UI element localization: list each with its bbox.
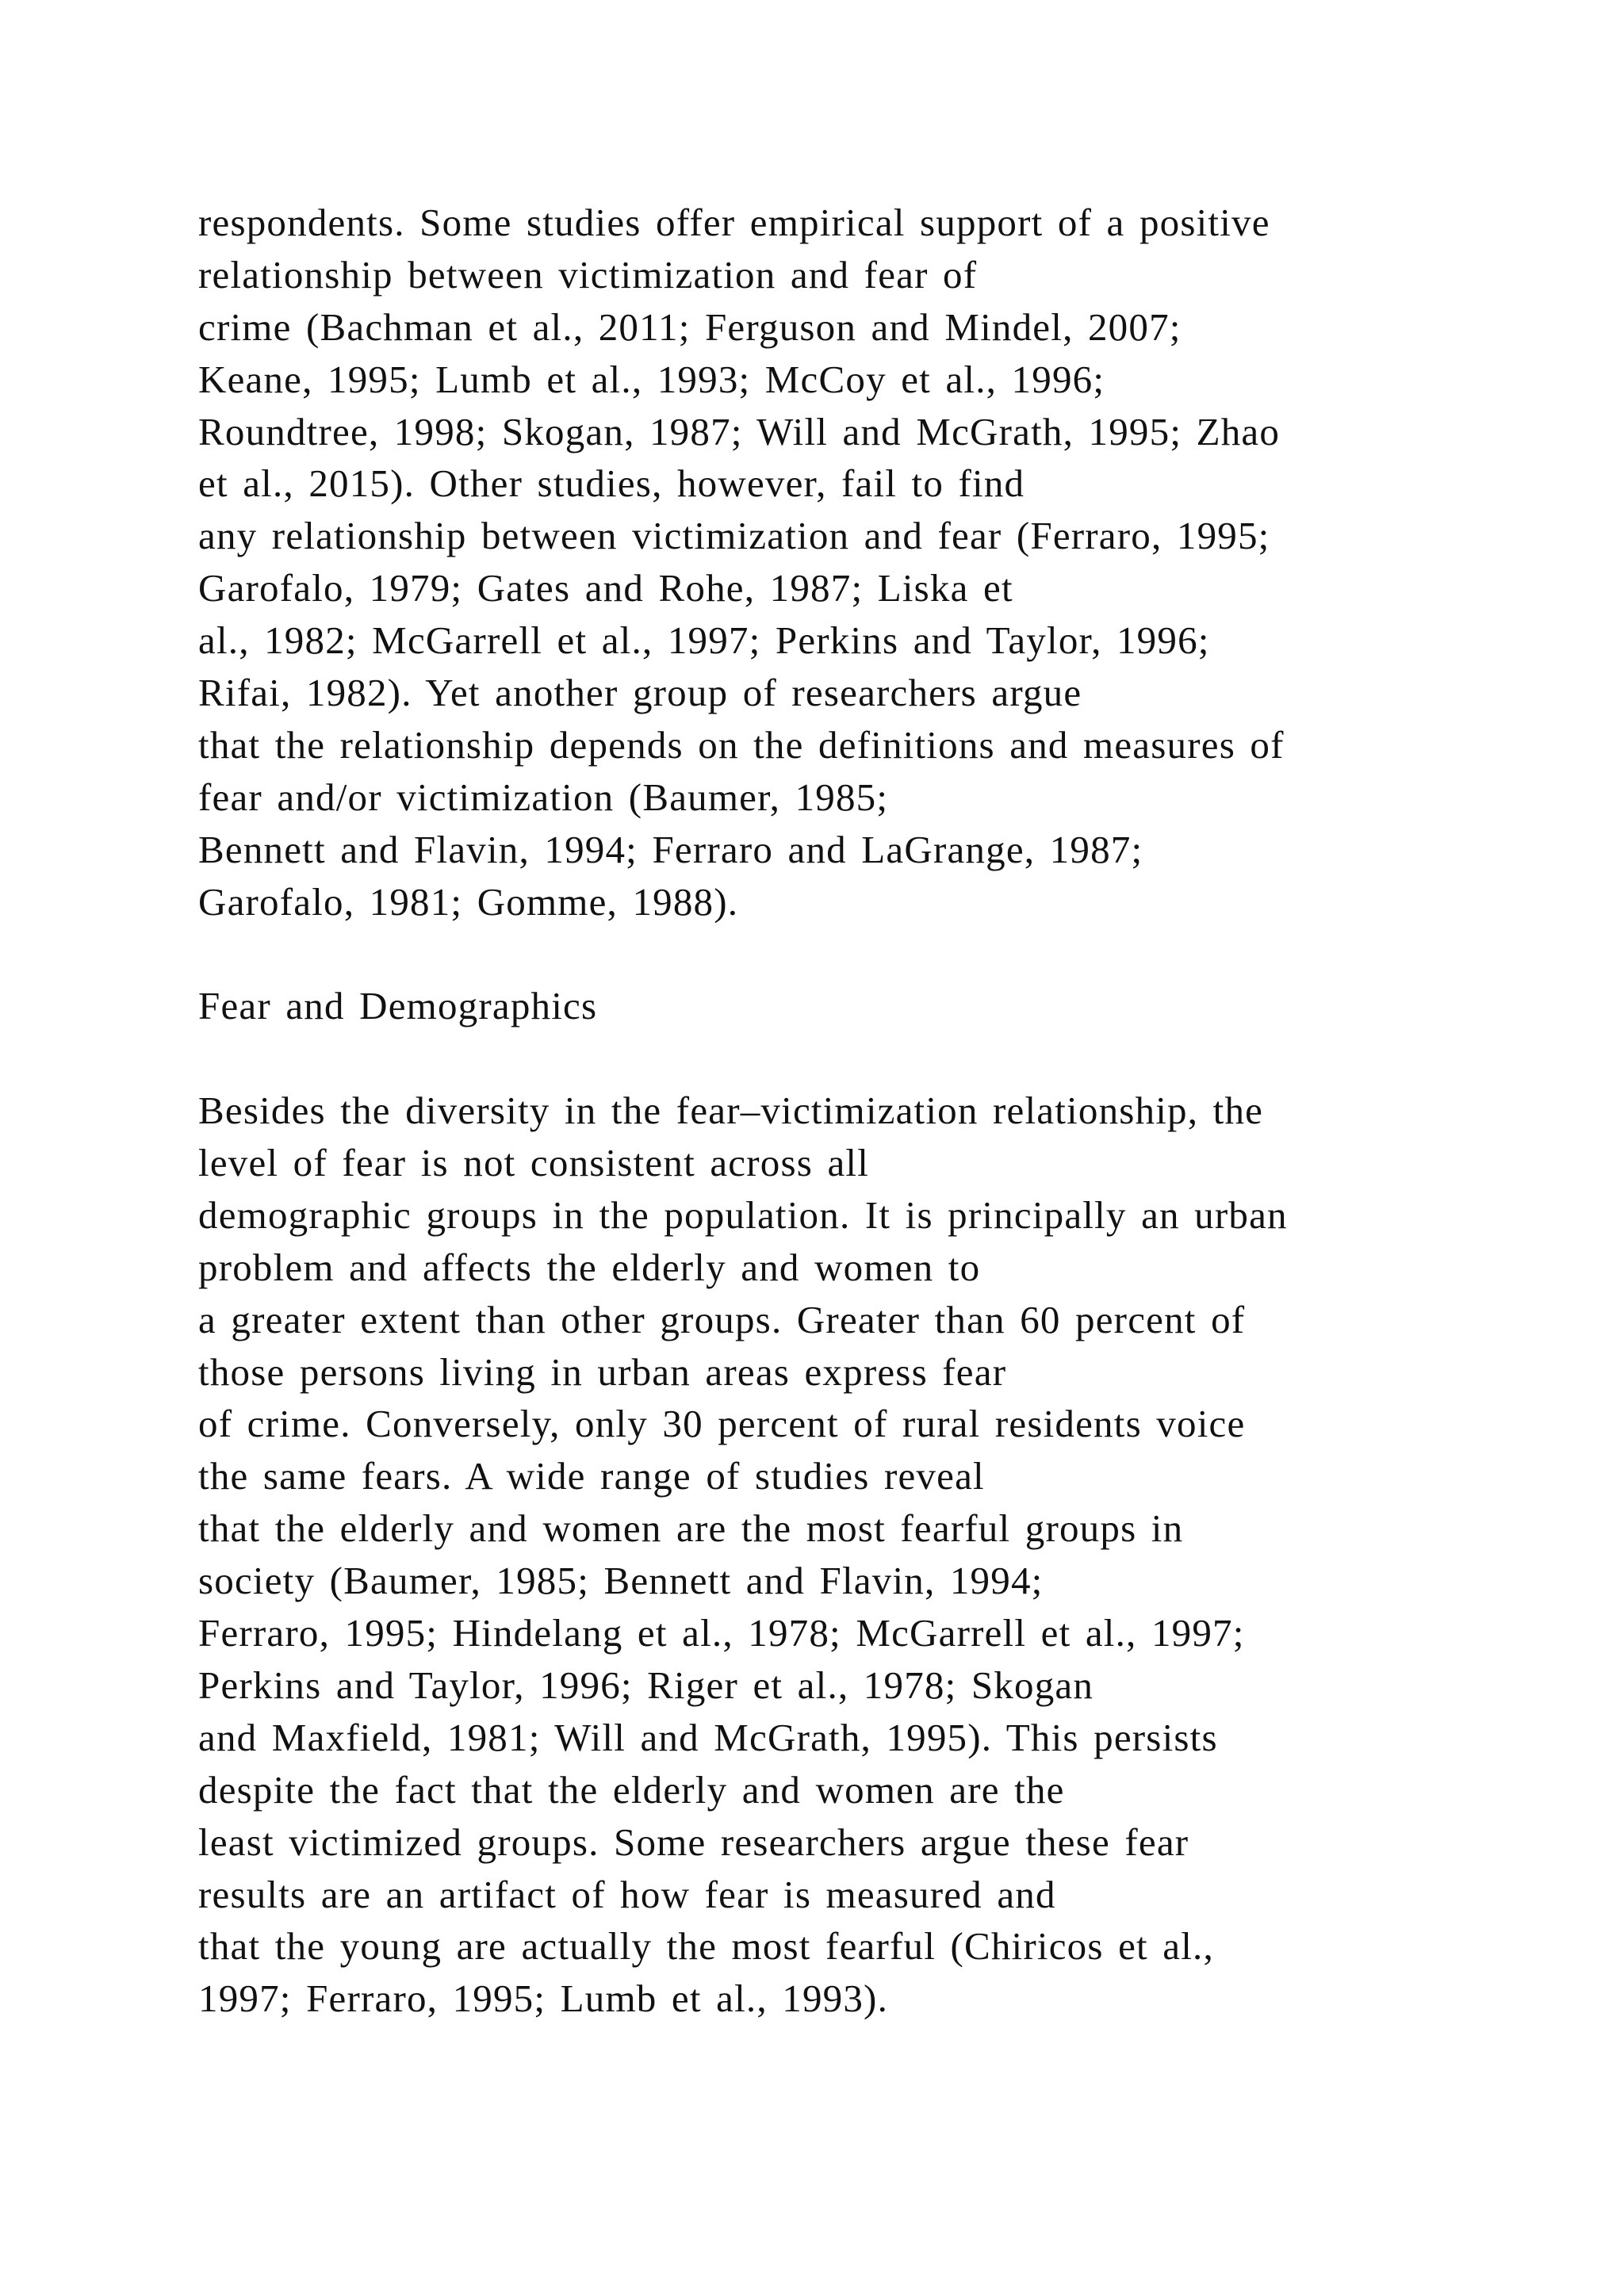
text-line: 1997; Ferraro, 1995; Lumb et al., 1993). [198, 1976, 889, 2021]
text-line: Garofalo, 1981; Gomme, 1988). [198, 879, 739, 924]
text-line: fear and/or victimization (Baumer, 1985; [198, 775, 889, 819]
paragraph-gap [198, 1032, 1467, 1085]
document-page [198, 197, 1467, 2025]
text-line: that the young are actually the most fearful (Chiricos et al., [198, 1924, 1214, 1969]
text-line: that the elderly and women are the most fearful groups in [198, 1506, 1184, 1551]
text-line: of crime. Conversely, only 30 percent of rural residents voice [198, 1402, 1246, 1446]
text-line: Roundtree, 1998; Skogan, 1987; Will and McGrath, 1995; Zhao [198, 409, 1281, 453]
text-line: Garofalo, 1979; Gates and Rohe, 1987; Liska et [198, 566, 1013, 610]
text-line: level of fear is not consistent across all [198, 1141, 870, 1185]
text-line: those persons living in urban areas express fear [198, 1349, 1007, 1394]
text-line: crime (Bachman et al., 2011; Ferguson and Mindel, 2007; [198, 304, 1182, 349]
text-line: Rifai, 1982). Yet another group of researchers argue [198, 671, 1082, 715]
text-line: respondents. Some studies offer empirical support of a positive [198, 201, 1270, 244]
text-line: demographic groups in the population. It is principally an urban [198, 1192, 1288, 1237]
text-line: Besides the diversity in the fear–victimization relationship, the [198, 1089, 1264, 1133]
text-line: the same fears. A wide range of studies reveal [198, 1454, 985, 1498]
text-line: Keane, 1995; Lumb et al., 1993; McCoy et al., 1996; [198, 357, 1105, 401]
text-line: al., 1982; McGarrell et al., 1997; Perkins and Taylor, 1996; [198, 618, 1210, 663]
paragraph-fear-demographics [198, 1085, 1467, 2025]
text-line: relationship between victimization and fear of [198, 252, 978, 297]
section-heading: Fear and Demographics [198, 984, 598, 1028]
text-line: least victimized groups. Some researchers argue these fear [198, 1820, 1189, 1864]
text-line: that the relationship depends on the definitions and measures of [198, 722, 1285, 767]
text-line: any relationship between victimization and fear (Ferraro, 1995; [198, 514, 1270, 558]
text-line: problem and affects the elderly and women to [198, 1245, 981, 1289]
text-line: despite the fact that the elderly and women are the [198, 1767, 1065, 1812]
paragraph-victimization-fear [198, 197, 1467, 928]
text-line: et al., 2015). Other studies, however, fail to find [198, 461, 1025, 506]
text-line: a greater extent than other groups. Greater than 60 percent of [198, 1297, 1246, 1341]
text-line: Perkins and Taylor, 1996; Riger et al., 1978; Skogan [198, 1663, 1094, 1707]
text-line: Ferraro, 1995; Hindelang et al., 1978; McGarrell et al., 1997; [198, 1611, 1245, 1655]
text-line: society (Baumer, 1985; Bennett and Flavin, 1994; [198, 1559, 1044, 1603]
paragraph-gap [198, 928, 1467, 980]
text-line: and Maxfield, 1981; Will and McGrath, 1995). This persists [198, 1715, 1218, 1759]
text-line: Bennett and Flavin, 1994; Ferraro and LaGrange, 1987; [198, 827, 1143, 871]
text-line: results are an artifact of how fear is measured and [198, 1872, 1056, 1916]
